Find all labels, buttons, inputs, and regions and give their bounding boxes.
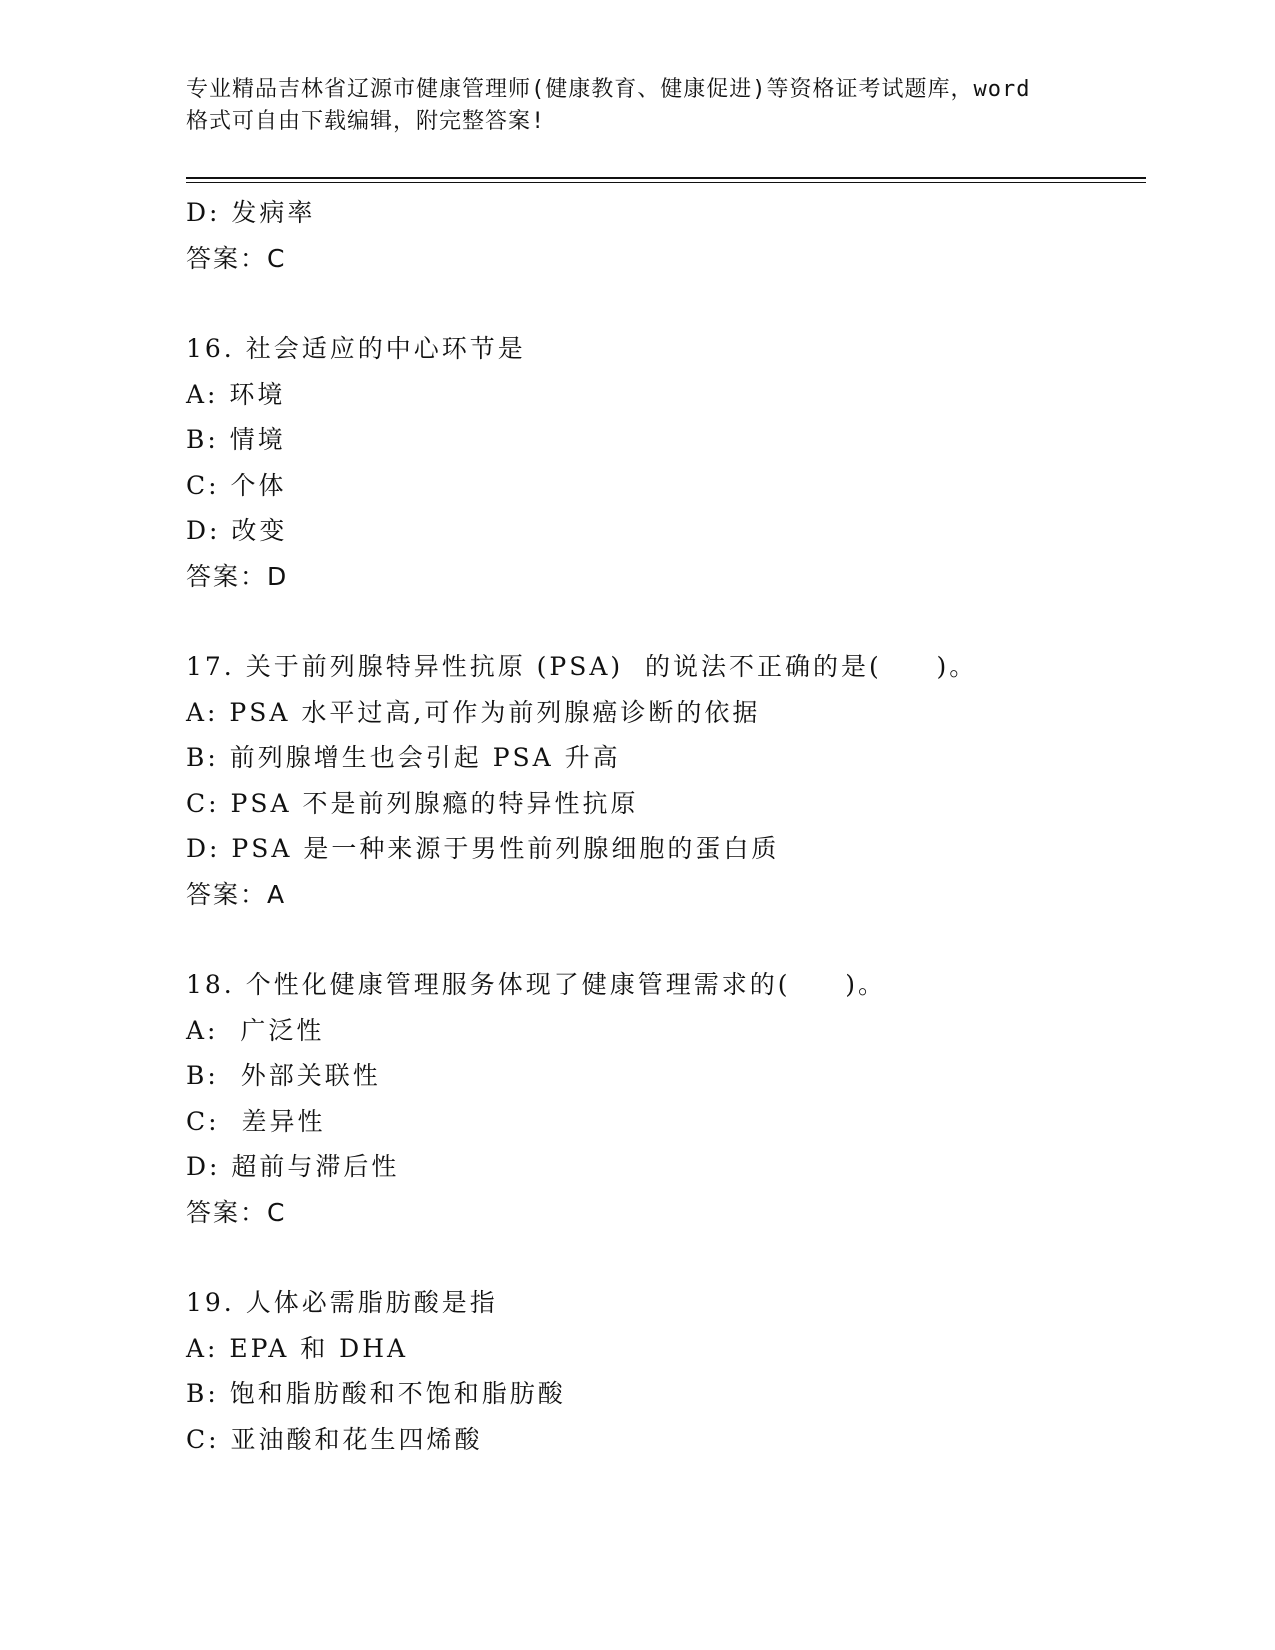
question-15-tail [186,190,1146,281]
option-d: D: 发病率 [186,198,316,227]
option-a: A: PSA 水平过高,可作为前列腺癌诊断的依据 [186,697,761,727]
question-list [186,190,1146,1462]
option-d: D: 超前与滞后性 [186,1152,400,1181]
question-text: 19. 人体必需脂肪酸是指 [186,1288,498,1317]
answer-line: 答案：C [186,1197,287,1227]
option-c: C: 差异性 [186,1106,326,1136]
option-b: B: 情境 [186,425,286,454]
answer-line: 答案：A [186,879,287,909]
option-c: C: 亚油酸和花生四烯酸 [186,1424,483,1454]
header-divider-thick [186,177,1146,179]
question-18 [186,962,1146,1235]
question-19 [186,1280,1146,1462]
option-c: C: PSA 不是前列腺瘾的特异性抗原 [186,788,639,818]
option-a: A: 环境 [186,379,286,409]
option-b: B: 外部关联性 [186,1061,381,1090]
answer-line: 答案：D [186,561,289,591]
spacer [186,1235,1146,1280]
spacer [186,599,1146,644]
header-line-2: 格式可自由下载编辑，附完整答案! [186,109,546,134]
option-b: B: 饱和脂肪酸和不饱和脂肪酸 [186,1379,566,1408]
option-b: B: 前列腺增生也会引起 PSA 升高 [186,743,621,772]
option-a: A: EPA 和 DHA [186,1333,409,1363]
question-text: 17. 关于前列腺特异性抗原 (PSA) 的说法不正确的是( )。 [186,652,978,681]
header-line-1: 专业精品吉林省辽源市健康管理师(健康教育、健康促进)等资格证考试题库，word [186,77,1031,102]
option-a: A: 广泛性 [186,1015,325,1045]
question-text: 18. 个性化健康管理服务体现了健康管理需求的( )。 [186,970,886,999]
question-text: 16. 社会适应的中心环节是 [186,334,526,363]
header-divider-thin [186,182,1146,183]
question-16 [186,326,1146,599]
document-header [186,74,1086,138]
option-c: C: 个体 [186,470,287,500]
option-d: D: 改变 [186,516,288,545]
question-17 [186,644,1146,917]
spacer [186,281,1146,326]
spacer [186,917,1146,962]
answer-line: 答案：C [186,243,287,273]
option-d: D: PSA 是一种来源于男性前列腺细胞的蛋白质 [186,834,780,863]
